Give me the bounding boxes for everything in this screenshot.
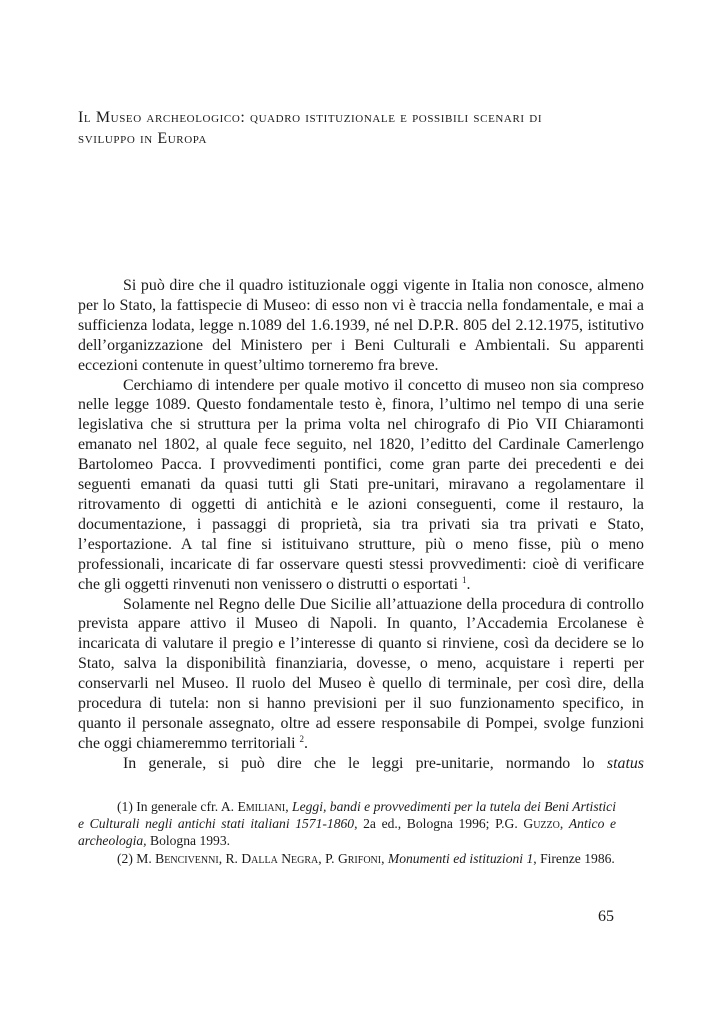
footnote-ref-1[interactable]: 1 [461, 574, 467, 585]
footnote-1-rest-1: , 2a ed., Bologna 1996; P.G. [354, 816, 518, 832]
footnote-2-text-2: , R. [218, 850, 238, 866]
running-header [78, 108, 644, 150]
footnote-2-title: Monumenti ed istituzioni 1 [387, 850, 534, 866]
paragraph-4-text: In generale, si può dire che le leggi pre-unitarie, normando lo [123, 754, 595, 772]
paragraph-3-text: Solamente nel Regno delle Due Sicilie all’attuazione della procedura di controllo prevista appare attivo il Museo di Napoli. In quanto, l’Accademia Ercolanese è incaricata di valutare il pregio e l’interesse di quanto si rinviene, così da decidere se lo Stato, salva la disponibilità finanziaria, dovesse, o meno, acquistare i reperti per conservarli nel Museo. Il ruolo del Museo è quello di terminale, per così dire, della procedura di tutela: non si hanno previsioni per il suo funzionamento specifico, in quanto il personale assegnato, oltre ad essere responsabile di Pompei, svolge funzioni che oggi chiameremmo territoriali [78, 595, 644, 752]
footnote-2-author-2: Dalla Negra [241, 850, 319, 866]
footnote-1-intro: In generale cfr. A. [136, 799, 235, 814]
footnote-1-rest-2: Bologna 1993. [150, 833, 231, 849]
footnote-1-title-2: Antico e archeologia, [78, 816, 617, 849]
body-text [78, 276, 644, 774]
footnote-1-author-2: Guzzo [523, 816, 560, 832]
header-line-2: sviluppo in Europa [78, 130, 208, 147]
footnote-ref-2[interactable]: 2 [299, 733, 305, 744]
paragraph-2: Cerchiamo di intendere per quale motivo il concetto di museo non sia compreso nelle legge 1089. Questo fondamentale testo è, finora, l’ultimo nel tempo di una serie legislativa che si struttura per la prima volta nel chirografo di Pio VII Chiaramonti emanato nel 1802, al quale fece seguito, nel 1820, l’editto del Cardinale Camerlengo Bartolomeo Pacca. I provvedimenti pontifici, come gran parte dei precedenti e dei seguenti emanati da quasi tutti gli Stati pre-unitari, miravano a regolamentare il ritrovamento di oggetti di antichità e le azioni conseguenti, come il restauro, la documentazione, i passaggi di proprietà, sia tra privati sia tra privati e Stato, l’esportazione. A tal fine si istituivano strutture, più o meno fisse, più o meno professionali, incaricate di far osservare questi stessi provvedimenti: cioè di verificare che gli oggetti rinvenuti non venissero o distrutti o esportati $^1$. [78, 376, 644, 593]
page-number: 65 [598, 908, 614, 925]
paragraph-2-text: Cerchiamo di intendere per quale motivo il concetto di museo non sia compreso nelle legge 1089. Questo fondamentale testo è, finora, l’ultimo nel tempo di una serie legislativa che si struttura per la prima volta nel chirografo di Pio VII Chiaramonti emanato nel 1802, al quale fece seguito, nel 1820, l’editto del Cardinale Camerlengo Bartolomeo Pacca. I provvedimenti pontifici, come gran parte dei precedenti e dei seguenti emanati da quasi tutti gli Stati pre-unitari, miravano a regolamentare il ritrovamento di oggetti di antichità e le azioni conseguenti, come il restauro, la documentazione, i passaggi di proprietà, sia tra privati sia tra privati e Stato, l’esportazione. A tal fine si istituivano strutture, più o meno fisse, più o meno professionali, incaricate di far osservare questi stessi provvedimenti: cioè di verificare che gli oggetti rinvenuti non venissero o distrutti o esportati [78, 376, 644, 593]
footnote-1-title-1: Leggi, bandi e provvedimenti per la tutela dei Beni Artistici e Culturali negli antichi stati italiani 1571-1860 [78, 799, 616, 832]
footnotes [78, 798, 616, 867]
footnote-2-text-1: M. [136, 850, 152, 866]
footnote-2-author-3: Grifoni [337, 850, 382, 866]
paragraph-3: Solamente nel Regno delle Due Sicilie all’attuazione della procedura di controllo prevista appare attivo il Museo di Napoli. In quanto, l’Accademia Ercolanese è incaricata di valutare il pregio e l’interesse di quanto si rinviene, così da decidere se lo Stato, salva la disponibilità finanziaria, dovesse, o meno, acquistare i reperti per conservarli nel Museo. Il ruolo del Museo è quello di terminale, per così dire, della procedura di tutela: non si hanno previsioni per il suo funzionamento specifico, in quanto il personale assegnato, oltre ad essere responsabile di Pompei, svolge funzioni che oggi chiameremmo territoriali $^2$. [78, 595, 644, 752]
footnote-1-number: (1) [117, 799, 133, 814]
footnote-2-number: (2) [117, 850, 133, 866]
footnote-2-text-3: , P. [318, 850, 335, 866]
footnote-2: (2) M. Bencivenni, R. Dalla Negra, P. Grifoni, Monumenti ed istituzioni 1, Firenze 1986. [117, 850, 615, 866]
paragraph-4 [78, 754, 644, 774]
footnote-2-rest: , Firenze 1986. [533, 850, 615, 866]
header-line-1: Il Museo archeologico: quadro istituzionale e possibili scenari di [78, 109, 543, 126]
footnote-2-author-1: Bencivenni [155, 850, 219, 866]
footnote-1-author-1: Emiliani [237, 799, 286, 814]
paragraph-1-text: Si può dire che il quadro istituzionale oggi vigente in Italia non conosce, almeno per lo Stato, la fattispecie di Museo: di esso non vi è traccia nella fondamentale, e mai a sufficienza lodata, legge n.1089 del 1.6.1939, né nel D.P.R. 805 del 2.12.1975, istitutivo dell’organizzazione del Ministero per i Beni Culturali e Ambientali. Su apparenti eccezioni contenute in quest’ultimo torneremo fra breve. [78, 277, 644, 374]
paragraph-4-italic: status [606, 754, 644, 772]
paragraph-1 [78, 276, 644, 376]
footnote-1: (1) In generale cfr. A. Emiliani, Leggi, bandi e provvedimenti per la tutela dei Beni Artistici e Culturali negli antichi stati italiani 1571-1860, 2a ed., Bologna 1996; P.G. Guzzo, Antico e archeologia, Bologna 1993. [78, 799, 617, 849]
